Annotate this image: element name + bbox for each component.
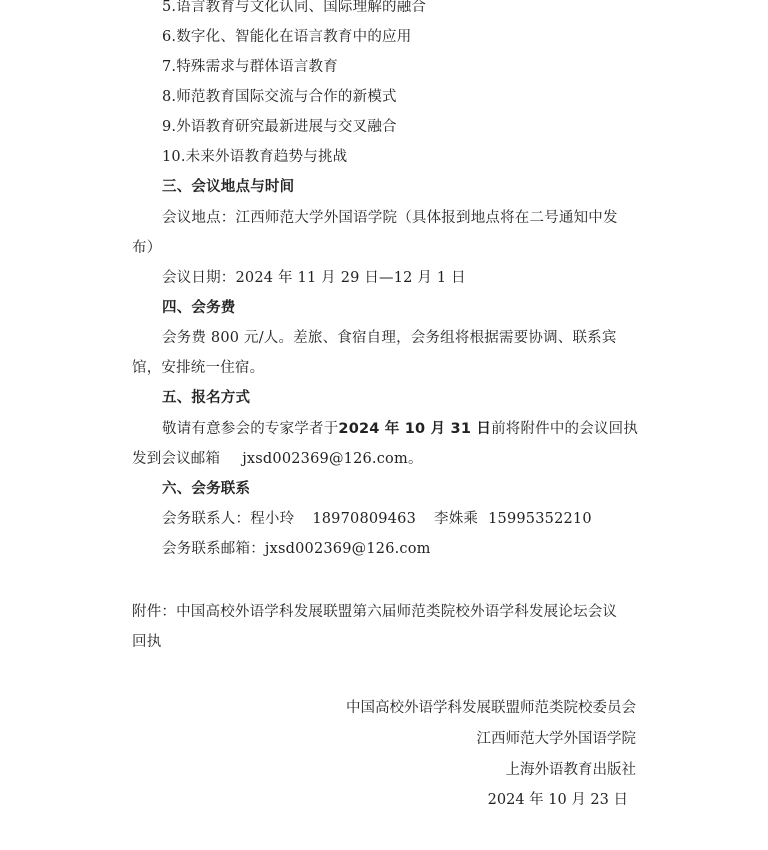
contact1-phone: 18970809463 <box>312 511 416 527</box>
contact2-name: 李姝乘 <box>434 511 479 527</box>
section5-heading: 五、报名方式 <box>162 390 251 406</box>
section6-heading: 六、会务联系 <box>162 481 251 497</box>
location-line1: 会议地点：江西师范大学外国语学院（具体报到地点将在二号通知中发 <box>162 210 618 226</box>
signature-publisher: 上海外语教育出版社 <box>505 762 636 778</box>
location-line2: 布） <box>132 240 162 256</box>
signature-school: 江西师范大学外国语学院 <box>476 731 636 747</box>
meeting-date: 会议日期：2024 年 11 月 29 日—12 月 1 日 <box>162 270 466 286</box>
contact2-phone: 15995352210 <box>488 511 592 527</box>
topic-item: 10.未来外语教育趋势与挑战 <box>162 149 348 165</box>
signature-committee: 中国高校外语学科发展联盟师范类院校委员会 <box>346 700 636 716</box>
contact-email: 会务联系邮箱：jxsd002369@126.com <box>162 541 431 557</box>
signed-date: 2024 年 10 月 23 日 <box>487 792 628 808</box>
topic-item: 6.数字化、智能化在语言教育中的应用 <box>162 29 412 45</box>
registration-line2 <box>132 449 423 469</box>
topic-item: 7.特殊需求与群体语言教育 <box>162 59 338 75</box>
contact1-name: 程小玲 <box>250 511 295 527</box>
section4-heading: 四、会务费 <box>162 300 236 316</box>
contact-line <box>162 509 592 529</box>
fee-line2: 馆，安排统一住宿。 <box>132 360 265 376</box>
topic-item: 5.语言教育与文化认同、国际理解的融合 <box>162 0 427 15</box>
contact-label: 会务联系人： <box>162 511 251 527</box>
attachment-line1: 附件：中国高校外语学科发展联盟第六届师范类院校外语学科发展论坛会议 <box>132 604 618 620</box>
attachment-line2: 回执 <box>132 634 162 650</box>
section3-heading: 三、会议地点与时间 <box>162 179 295 195</box>
topic-item: 9.外语教育研究最新进展与交叉融合 <box>162 119 397 135</box>
registration-line2-suffix: 。 <box>407 451 423 467</box>
registration-line1 <box>162 419 638 439</box>
registration-line2-prefix: 发到会议邮箱 <box>132 451 221 467</box>
registration-text-after: 前将附件中的会议回执 <box>491 421 639 437</box>
registration-deadline: 2024 年 10 月 31 日 <box>338 421 492 437</box>
topic-item: 8.师范教育国际交流与合作的新模式 <box>162 89 397 105</box>
registration-text-before: 敬请有意参会的专家学者于 <box>162 421 339 437</box>
fee-line1: 会务费 800 元/人。差旅、食宿自理，会务组将根据需要协调、联系宾 <box>162 330 617 346</box>
registration-email[interactable]: jxsd002369@126.com <box>242 451 408 467</box>
